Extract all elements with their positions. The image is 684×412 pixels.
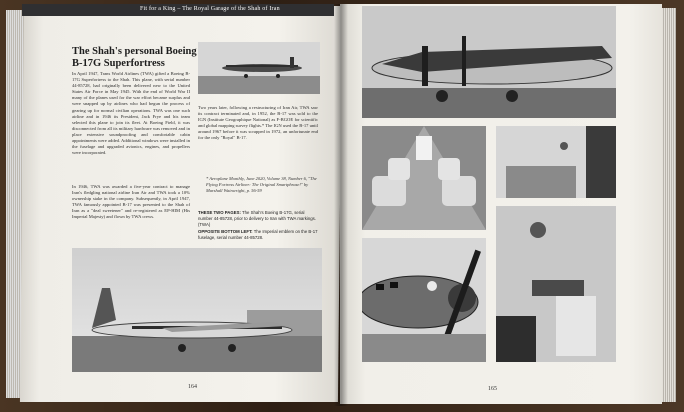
caption-1 [198,210,318,227]
captions [198,210,318,241]
page-number-right: 165 [488,386,497,392]
paragraph-1: In April 1947, Trans World Airlines (TWA) gifted a Boeing B-17G Superfortress to the Shah. This plane, with serial number 44-85728, had originally been delivered new to the United States Air Force in May 1945. With the end of World War II many of the planes used for the war effort became surplus and were snapped up by airlines who had begun the process of gearing up for normal civilian operations. TWA was one such airline and in 1946 its President, Jack Frye and his team selected this plane to join its fleet. At Boeing Field, it was disconnected from all its military hardware was removed and in place extensive soundproofing and comfortable cabin appointments were added. Additional windows were installed in the fuselage and upgraded avionics, engines, and propellers were incorporated. [72,71,190,156]
compartment-illustration [496,126,616,198]
footnote: * Aeroplane Monthly, June 2020, Volume 38, Number 6, "The Flying Fortress Airliner: The Original Smartphrase!" by Marshall Wainwright, p. 56-59 [206,176,317,193]
b17-small-illustration [198,42,320,94]
section-title: The Shah's personal Boeing B-17G Superfortress [72,46,197,69]
caption-2-text: The Imperial emblem on the B-17 fuselage, serial number 44-85728. [198,229,318,241]
paragraph-2: In 1946, TWA was awarded a five-year contract to manage Iran's fledgling national airline Iran Air and TWA took a 10% ownership stake in the company. Subsequently, in April 1947, TWA famously appointed B-17 was presented to the Shah of Iran as a "deal sweetener" and re-registered as EP-HIM (His Imperial Majesty) and flown by TWA crews. [72,184,190,220]
caption-1-text: The Shah's Boeing B-17G, serial number 44-85728, prior to delivery to Iran with TWA markings. (TWA) [198,210,316,227]
lavatory-illustration [496,206,616,362]
photo-imperial-emblem [362,238,486,362]
cabin-interior-illustration [362,126,486,230]
photo-b17-small [198,42,320,94]
running-header: Fit for a King – The Royal Garage of the Shah of Iran [140,6,280,12]
right-page-edges [660,8,676,402]
page-number-left: 164 [188,384,197,390]
b17-closeup-illustration [362,6,616,118]
b17-large-illustration [72,248,322,372]
paragraph-3: Two years later, following a restructuring of Iran Air, TWA saw its contract terminated and, in 1952, the B-17 was sold to the IGN (Institute Geographique National) as F-BGOE for scientific and global mapping survey flights.* The IGN used the B-17 until around 1967 before it was scrapped in 1972, an unfortunate end for the only "Royal" B-17. [198,105,318,141]
book-spine-shadow [334,4,348,406]
photo-lavatory-compartment [496,206,616,362]
photo-b17-large-ground [72,248,322,372]
caption-2-label: OPPOSITE BOTTOM LEFT: [198,229,253,235]
emblem-fuselage-illustration [362,238,486,362]
photo-cabin-interior [362,126,486,230]
photo-cabin-compartment [496,126,616,198]
caption-1-label: THESE TWO PAGES: [198,210,241,215]
caption-2 [198,229,318,241]
photo-b17-closeup [362,6,616,118]
